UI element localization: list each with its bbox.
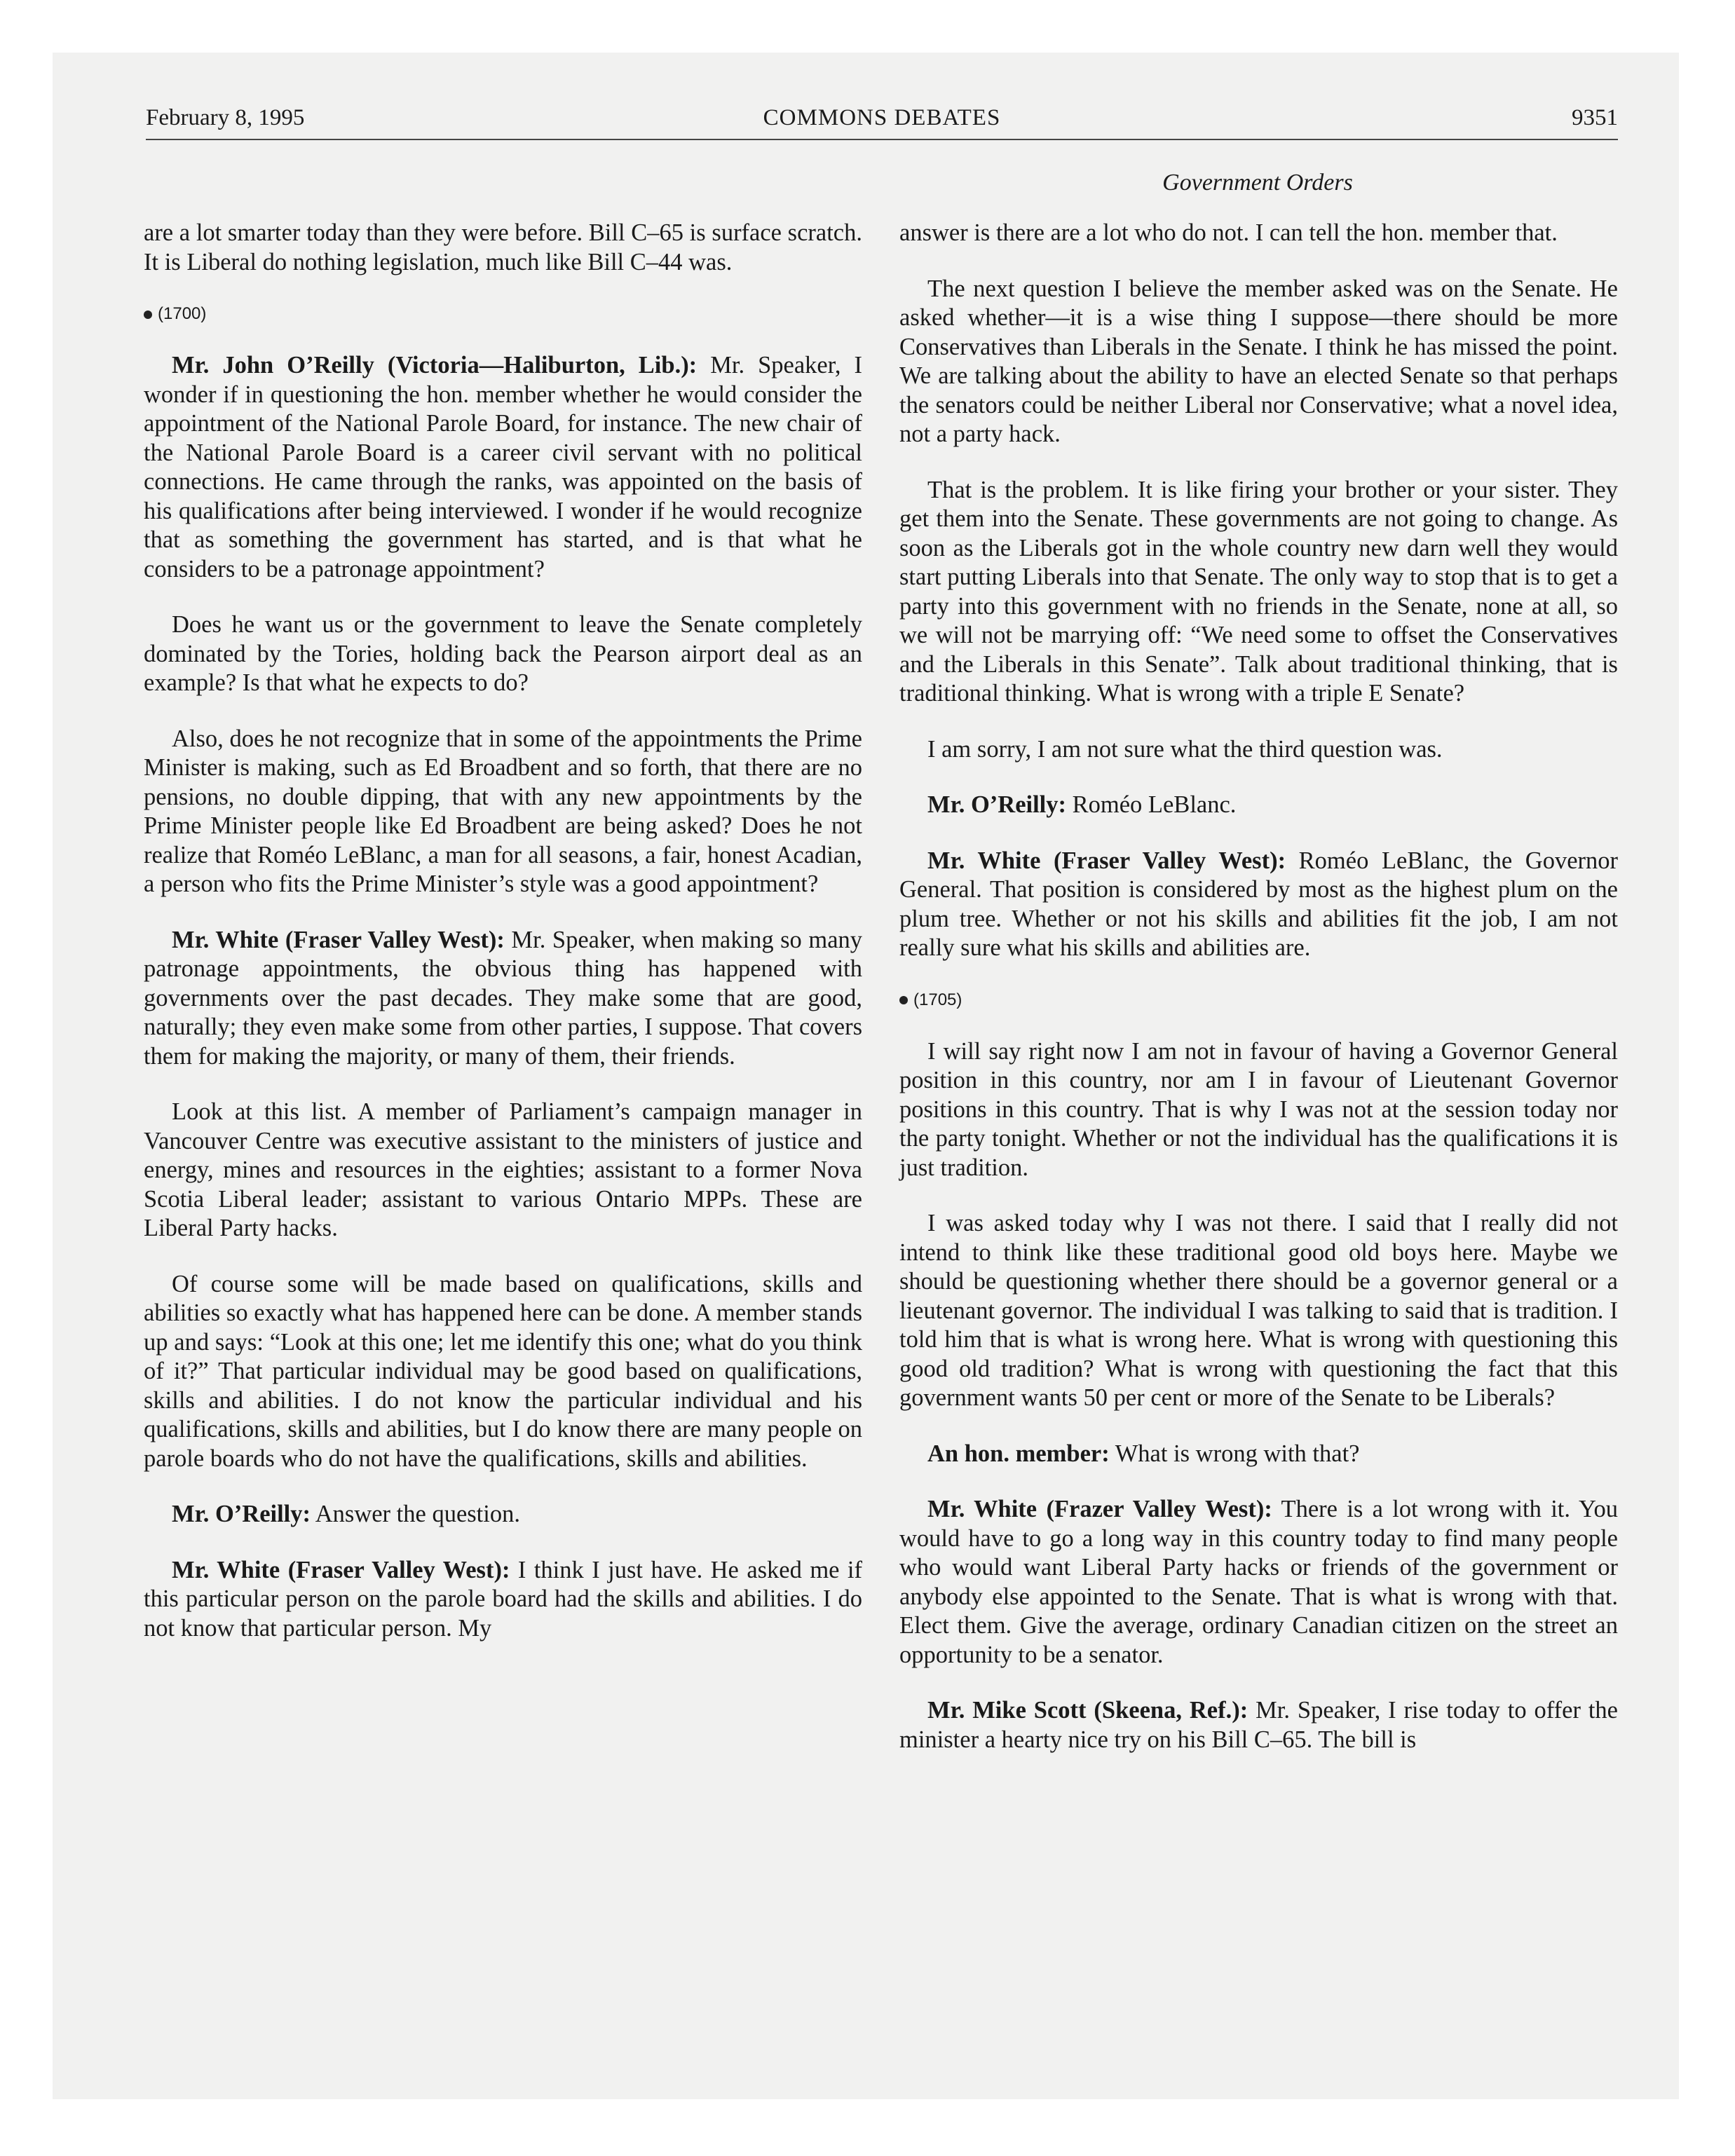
section-heading: Government Orders: [1162, 170, 1353, 196]
speaker-name: Mr. O’Reilly:: [172, 1501, 311, 1527]
header-rule: [146, 139, 1618, 140]
body-paragraph: Look at this list. A member of Parliament’s campaign manager in Vancouver Centre was executive assistant to the ministers of justice and energy, mines and resources in the eighties; assistant to a former Nova Scotia Liberal leader; assistant to various Ontario MPPs. These are Liberal Party hacks.: [144, 1098, 862, 1241]
bullet-icon: [144, 311, 152, 319]
right-column: [899, 219, 1618, 1781]
body-paragraph: Does he want us or the government to leave the Senate completely dominated by the Tories, holding back the Pearson airport deal as an example? Is that what he expects to do?: [144, 611, 862, 696]
page-header: [146, 105, 1618, 140]
body-paragraph: That is the problem. It is like firing your brother or your sister. They get them into the Senate. These governments are not going to change. As soon as the Liberals got in the whole country new darn well they would start putting Liberals into that Senate. The only way to stop that is to get a party into this government with no friends in the Senate, none at all, so we will not be marrying off: “We need some to offset the Conservatives and the Liberals in this Senate”. Talk about traditional thinking, that is traditional thinking. What is wrong with a triple E Senate?: [899, 476, 1618, 707]
speech-text: Roméo LeBlanc.: [1066, 791, 1237, 818]
body-paragraph: Also, does he not recognize that in some of the appointments the Prime Minister is making, such as Ed Broadbent and so forth, that there are no pensions, no double dipping, that with any new appointments by the Prime Minister people like Ed Broadbent are being asked? Does he not realize that Roméo LeBlanc, a man for all seasons, a fair, honest Acadian, a person who fits the Prime Minister’s style was a good appointment?: [144, 725, 862, 897]
time-marker-text: (1705): [913, 990, 962, 1009]
speech-text: What is wrong with that?: [1109, 1440, 1360, 1467]
speech-text: Mr. Speaker, when making so many patronage appointments, the obvious thing has happened with governments over the past decades. They make some that are good, naturally; they even make some from other parties, I suppose. That covers them for making the majority, or many of them, their friends.: [144, 926, 863, 1070]
speech-paragraph: [899, 847, 1618, 963]
speech-paragraph: [144, 926, 862, 1072]
speech-paragraph: [899, 1495, 1618, 1670]
speaker-name: An hon. member:: [927, 1440, 1110, 1467]
speech-text: Mr. Speaker, I rise today to offer the minister a hearty nice try on his Bill C–65. The bill is: [899, 1697, 1618, 1753]
speech-paragraph: [144, 351, 862, 584]
speaker-name: Mr. O’Reilly:: [927, 791, 1067, 818]
time-marker-text: (1700): [158, 304, 207, 323]
speech-text: I think I just have. He asked me if this particular person on the parole board had the skills and abilities. I do not know that particular person. My: [144, 1556, 863, 1642]
body-paragraph: I was asked today why I was not there. I said that I really did not intend to think like these traditional good old boys here. Maybe we should be questioning whether there should be a governor general or a lieutenant governor. The individual I was talking to said that is tradition. I told him that is what is wrong here. What is wrong with questioning this good old tradition? What is wrong with questioning the fact that this government wants 50 per cent or more of the Senate to be Liberals?: [899, 1210, 1618, 1411]
continued-paragraph: answer is there are a lot who do not. I can tell the hon. member that.: [899, 219, 1558, 246]
speaker-name: Mr. White (Fraser Valley West):: [172, 926, 505, 953]
time-marker: [144, 303, 862, 325]
speech-paragraph: [899, 791, 1618, 820]
speaker-name: Mr. Mike Scott (Skeena, Ref.):: [927, 1697, 1248, 1724]
speaker-name: Mr. White (Fraser Valley West):: [172, 1556, 510, 1583]
continued-paragraph: are a lot smarter today than they were before. Bill C–65 is surface scratch. It is Liberal do nothing legislation, much like Bill C–44 was.: [144, 219, 862, 275]
speech-text: Roméo LeBlanc, the Governor General. That position is considered by most as the highest plum on the plum tree. Whether or not his skills and abilities fit the job, I am not really sure what his skills and abilities are.: [899, 847, 1618, 961]
speaker-name: Mr. White (Frazer Valley West):: [927, 1496, 1272, 1522]
speech-text: Answer the question.: [311, 1501, 520, 1527]
body-paragraph: Of course some will be made based on qualifications, skills and abilities so exactly what has happened here can be done. A member stands up and says: “Look at this one; let me identify this one; what do you think of it?” That particular individual may be good based on qualifications, skills and abilities. I do not know the particular individual and his qualifications, skills and abilities, but I do know there are many people on parole boards who do not have the qualifications, skills and abilities.: [144, 1270, 862, 1472]
bullet-icon: [899, 996, 908, 1004]
speech-text: Mr. Speaker, I wonder if in questioning the hon. member whether he would consider the appointment of the National Parole Board, for instance. The new chair of the National Parole Board is a career civil servant with no political connections. He came through the ranks, was appointed on the basis of his qualifications after being interviewed. I wonder if he would recognize that as something the government has started, and is that what he considers to be a patronage appointment?: [144, 352, 862, 582]
speech-text: There is a lot wrong with it. You would have to go a long way in this country today to find many people who would want Liberal Party hacks or friends of the government or anybody else appointed to the Senate. That is what is wrong with that. Elect them. Give the average, ordinary Canadian citizen on the street an opportunity to be a senator.: [899, 1496, 1619, 1668]
time-marker: [899, 990, 1618, 1011]
speech-paragraph: [144, 1556, 862, 1644]
header-title: COMMONS DEBATES: [763, 105, 1001, 130]
header-page-number: 9351: [1572, 105, 1618, 130]
speaker-name: Mr. White (Fraser Valley West):: [927, 847, 1286, 874]
speech-paragraph: [144, 1500, 862, 1529]
body-paragraph: The next question I believe the member asked was on the Senate. He asked whether—it is a wise thing I suppose—there should be more Conservatives than Liberals in the Senate. I think he has missed the point. We are talking about the ability to have an elected Senate so that perhaps the senators could be neither Liberal nor Conservative; what a novel idea, not a party hack.: [899, 275, 1618, 447]
header-date: February 8, 1995: [146, 105, 305, 130]
speech-paragraph: [899, 1440, 1618, 1469]
left-column: [144, 219, 862, 1670]
body-paragraph: I am sorry, I am not sure what the third question was.: [927, 735, 1443, 763]
speech-paragraph: [899, 1696, 1618, 1754]
body-paragraph: I will say right now I am not in favour of having a Governor General position in this country, nor am I in favour of Lieutenant Governor positions in this country. That is why I was not at the session today nor the party tonight. Whether or not the individual has the qualifications it is just tradition.: [899, 1037, 1618, 1181]
speaker-name: Mr. John O’Reilly (Victoria—Haliburton, Lib.):: [172, 352, 698, 378]
